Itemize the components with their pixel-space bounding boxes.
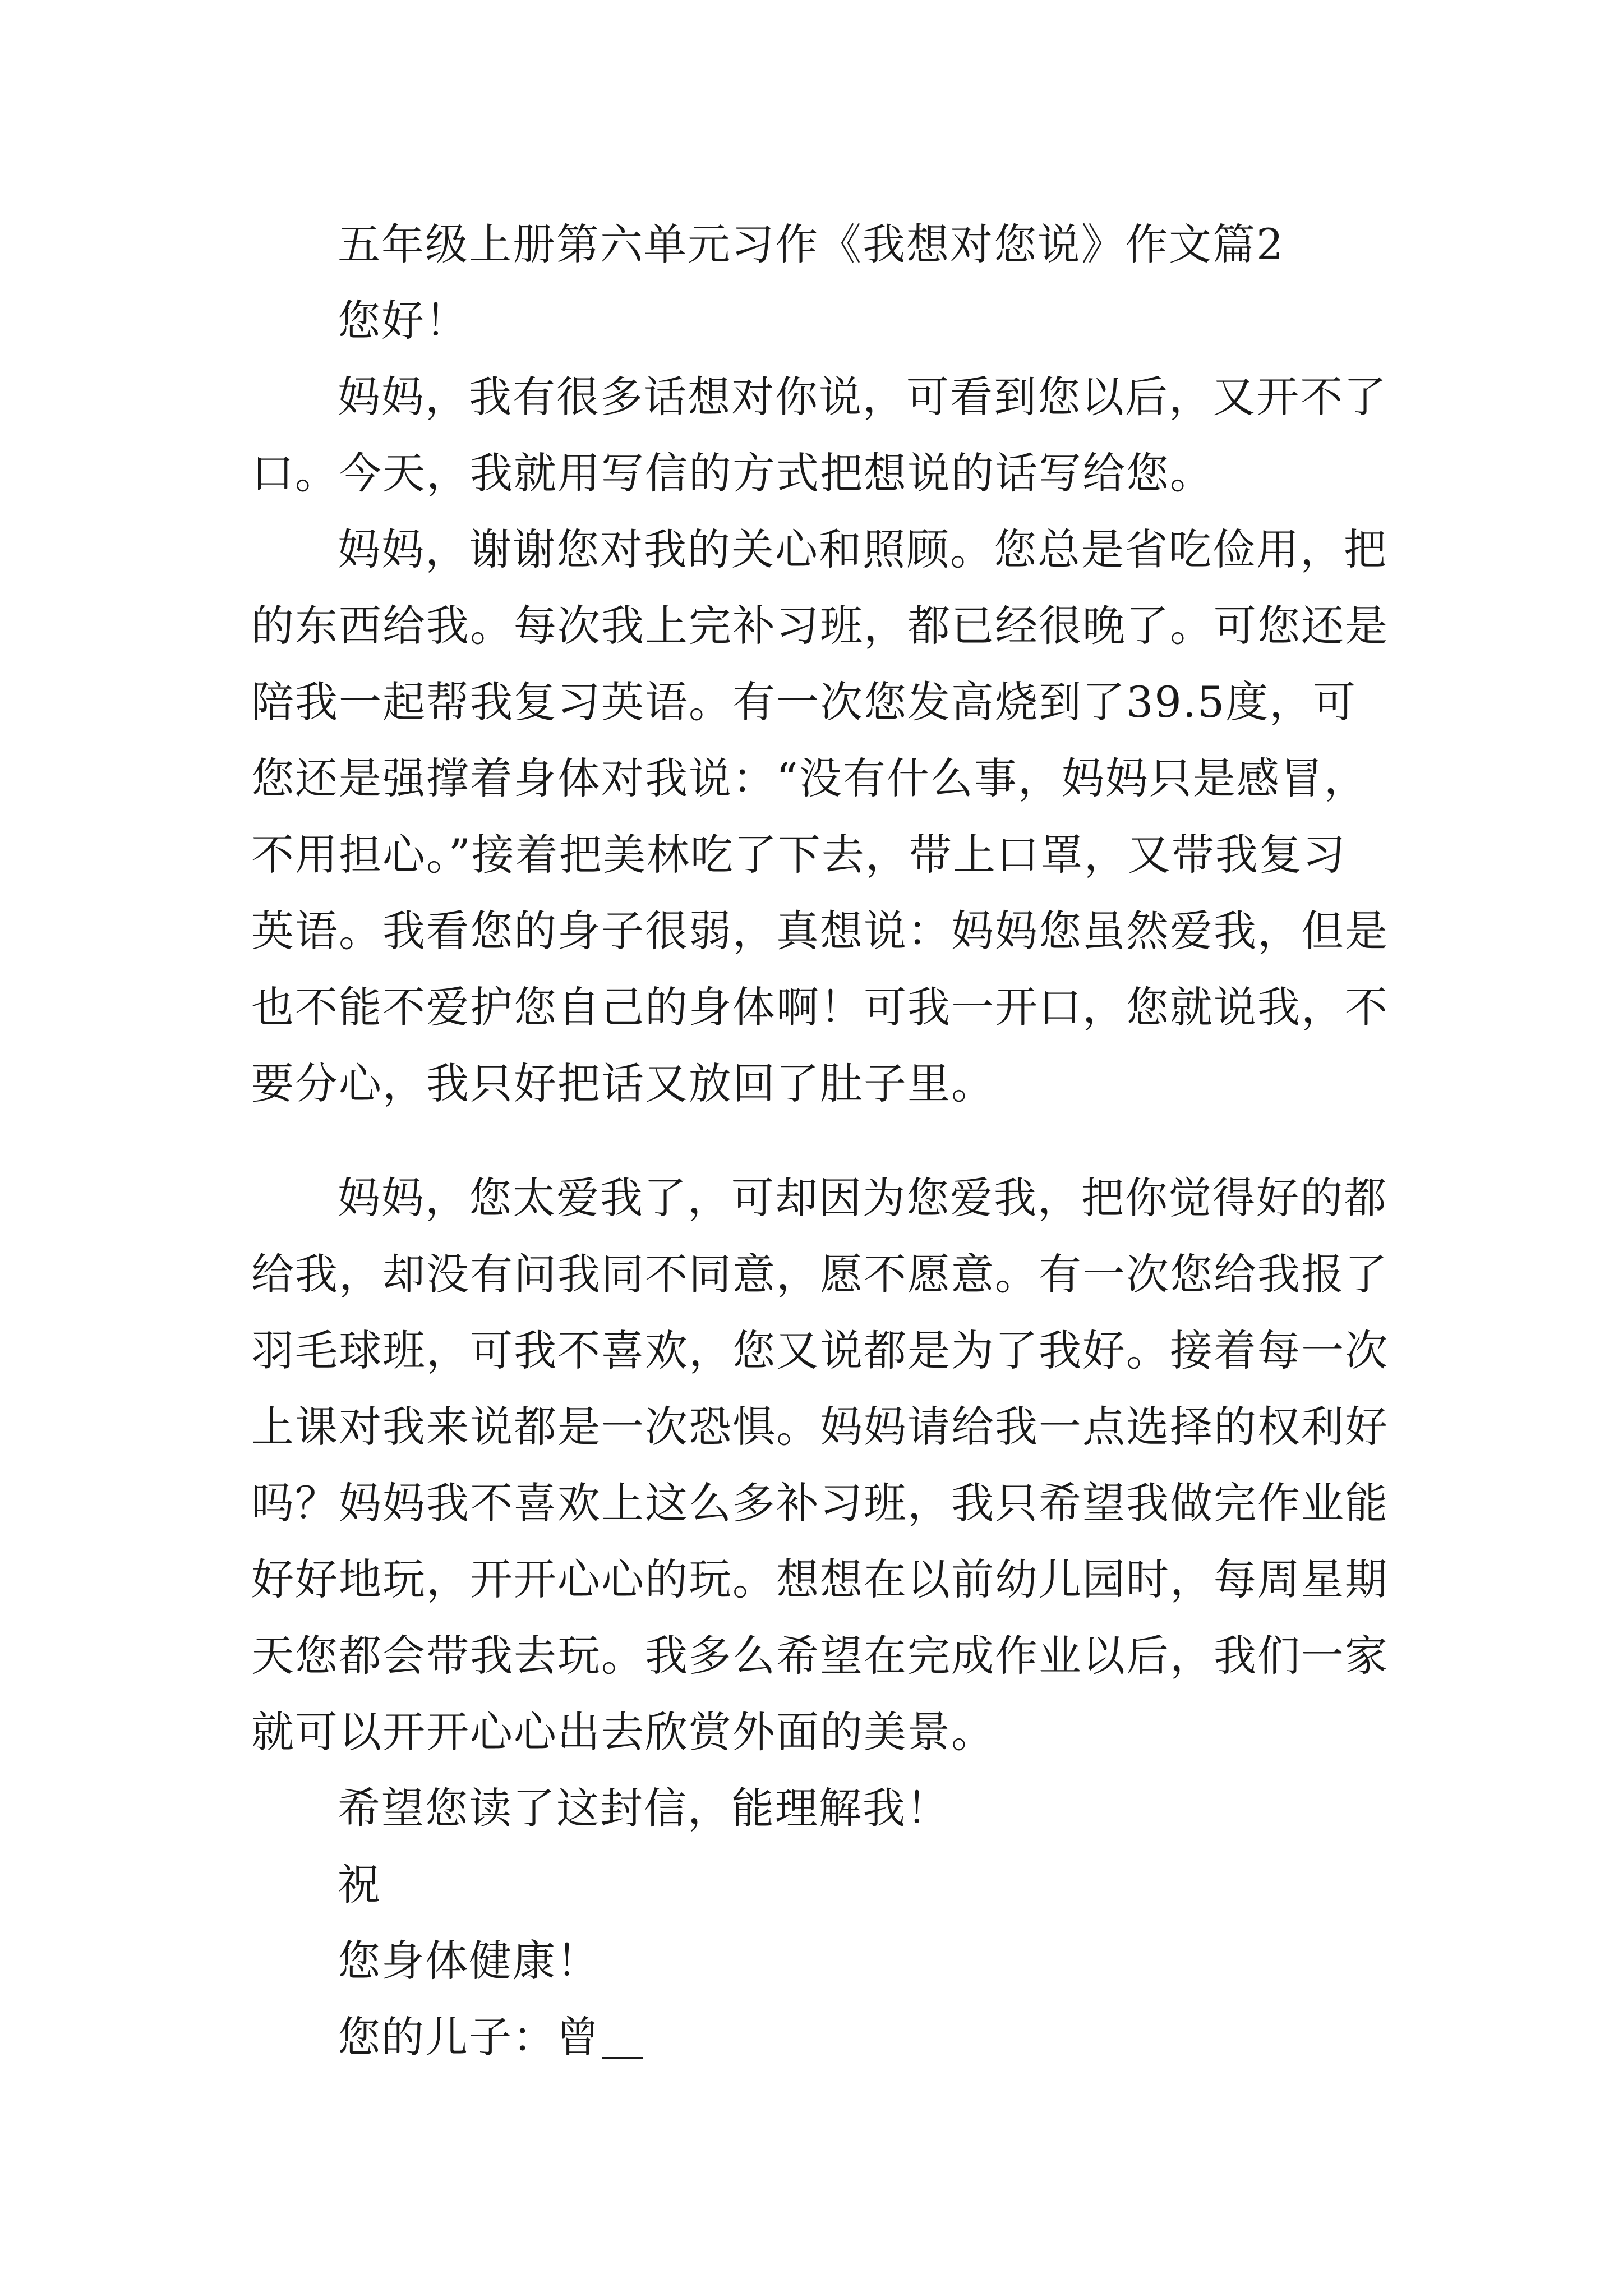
paragraph-line: 您还是强撑着身体对我说：“没有什么事，妈妈只是感冒，	[251, 753, 1368, 803]
document-title: 五年级上册第六单元习作《我想对您说》作文篇2	[338, 219, 1285, 269]
paragraph-line: 妈妈，您太爱我了，可却因为您爱我，把你觉得好的都	[338, 1173, 1387, 1223]
closing-line: 希望您读了这封信，能理解我！	[338, 1783, 950, 1833]
paragraph-line: 口。今天，我就用写信的方式把想说的话写给您。	[251, 448, 1214, 498]
greeting: 您好！	[338, 296, 469, 346]
paragraph-line: 吗？妈妈我不喜欢上这么多补习班，我只希望我做完作业能	[251, 1478, 1389, 1528]
paragraph-line: 的东西给我。每次我上完补习班，都已经很晚了。可您还是	[251, 601, 1389, 651]
signature-text: 您的儿子：曾	[338, 2012, 600, 2062]
signature-line	[338, 2012, 643, 2062]
paragraph-line: 就可以开开心心出去欣赏外面的美景。	[251, 1707, 995, 1757]
wish-line: 您身体健康！	[338, 1936, 600, 1986]
salutation: 祝	[338, 1860, 381, 1910]
paragraph-line: 不用担心。”接着把美林吃了下去，带上口罩，又带我复习	[251, 830, 1347, 880]
paragraph-line: 妈妈，谢谢您对我的关心和照顾。您总是省吃俭用，把	[338, 524, 1387, 574]
paragraph-line: 要分心，我只好把话又放回了肚子里。	[251, 1059, 995, 1108]
paragraph-line: 给我，却没有问我同不同意，愿不愿意。有一次您给我报了	[251, 1249, 1389, 1299]
signature-blank	[602, 2020, 643, 2059]
paragraph-line: 上课对我来说都是一次恐惧。妈妈请给我一点选择的权利好	[251, 1402, 1389, 1452]
paragraph-line: 英语。我看您的身子很弱，真想说：妈妈您虽然爱我，但是	[251, 906, 1389, 956]
paragraph-line: 也不能不爱护您自己的身体啊！可我一开口，您就说我，不	[251, 982, 1389, 1032]
paragraph-line: 天您都会带我去玩。我多么希望在完成作业以后，我们一家	[251, 1631, 1389, 1681]
paragraph-line: 羽毛球班，可我不喜欢，您又说都是为了我好。接着每一次	[251, 1326, 1389, 1375]
paragraph-line: 好好地玩，开开心心的玩。想想在以前幼儿园时，每周星期	[251, 1554, 1389, 1604]
paragraph-line: 陪我一起帮我复习英语。有一次您发高烧到了39.5度，可	[251, 677, 1357, 727]
paragraph-line: 妈妈，我有很多话想对你说，可看到您以后，又开不了	[338, 372, 1387, 422]
